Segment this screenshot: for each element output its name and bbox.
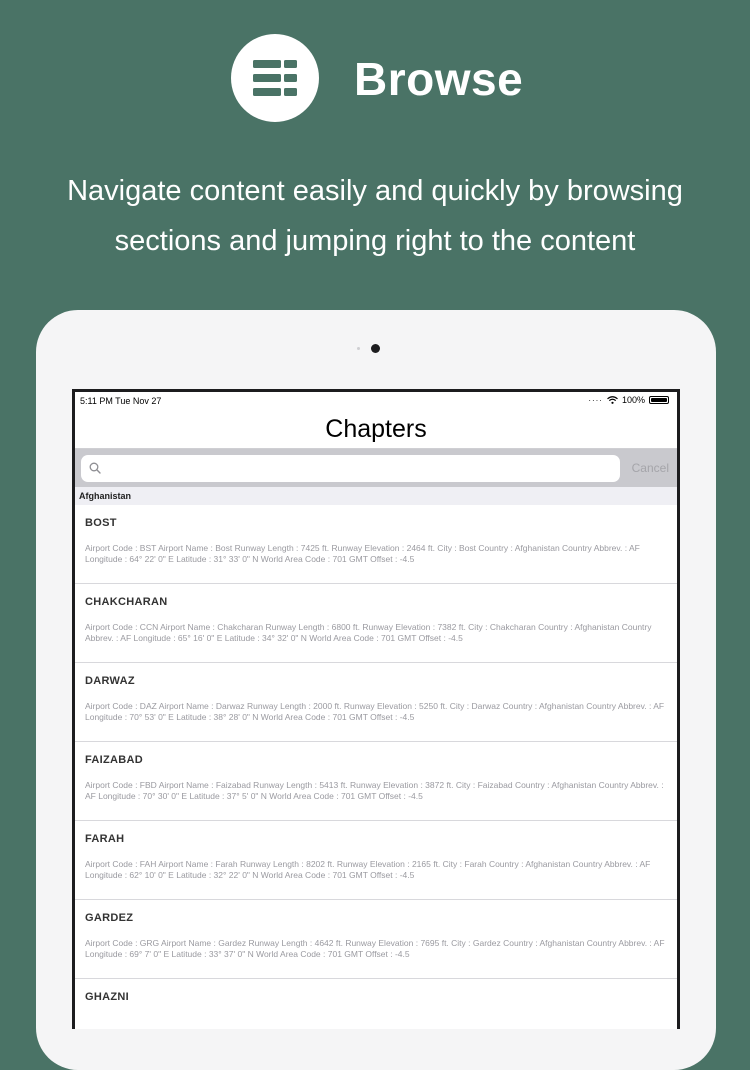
battery-icon: [649, 396, 669, 404]
search-bar: [75, 449, 677, 487]
list-item-title: GARDEZ: [85, 912, 134, 924]
cancel-button[interactable]: Cancel: [631, 461, 669, 475]
page-title: Chapters: [325, 415, 427, 443]
airport-list: [75, 505, 677, 1029]
list-item-detail: Airport Code : FBD Airport Name : Faizabad Runway Length : 5413 ft. Runway Elevation : 3872 ft. City : Faizabad Country : Afghanistan Country Abbrev. : AF Longitude : 70° 30' 0" E Latitude : 37° 5' 0" N World Area Code : 701 GMT Offset : -4.5: [85, 780, 664, 801]
list-item-detail: Airport Code : CCN Airport Name : Chakcharan Runway Length : 6800 ft. Runway Elevation : 7382 ft. City : Chakcharan Country : Afghanistan Country Abbrev. : AF Longitude : 65° 16' 0" E Latitude : 34° 32' 0" N World Area Code : 701 GMT Offset : -4.5: [85, 622, 652, 643]
list-item[interactable]: [75, 900, 677, 979]
hero-subtitle-line-2: sections and jumping right to the content: [114, 225, 636, 257]
list-item-title: FAIZABAD: [85, 754, 144, 766]
status-time-date: 5:11 PM Tue Nov 27: [80, 396, 162, 406]
list-item-detail: Airport Code : GRG Airport Name : Gardez Runway Length : 4642 ft. Runway Elevation : 7695 ft. City : Gardez Country : Afghanistan Country Abbrev. : AF Longitude : 69° 7' 0" E Latitude : 33° 37' 0" N World Area Code : 701 GMT Offset : -4.5: [85, 938, 665, 959]
list-item-detail: Airport Code : FAH Airport Name : Farah Runway Length : 8202 ft. Runway Elevation : 2165 ft. City : Farah Country : Afghanistan Country Abbrev. : AF Longitude : 62° 10' 0" E Latitude : 32° 22' 0" N World Area Code : 701 GMT Offset : -4.5: [85, 859, 651, 880]
list-item-title: GHAZNI: [85, 991, 129, 1003]
list-item-detail: Airport Code : BST Airport Name : Bost Runway Length : 7425 ft. Runway Elevation : 2464 ft. City : Bost Country : Afghanistan Country Abbrev. : AF Longitude : 64° 22' 0" E Latitude : 31° 33' 0" N World Area Code : 701 GMT Offset : -4.5: [85, 543, 640, 564]
search-icon: [89, 462, 101, 474]
search-input[interactable]: [105, 459, 614, 479]
list-item[interactable]: [75, 821, 677, 900]
browse-badge: [231, 34, 319, 122]
wifi-icon: [607, 396, 618, 404]
list-item[interactable]: [75, 663, 677, 742]
list-item-title: CHAKCHARAN: [85, 596, 168, 608]
list-item[interactable]: [75, 505, 677, 584]
list-item-title: FARAH: [85, 833, 125, 845]
hero-subtitle: [0, 166, 750, 266]
list-item-title: BOST: [85, 517, 117, 529]
hero-title: Browse: [354, 53, 524, 105]
list-item-title: DARWAZ: [85, 675, 135, 687]
status-bar: [75, 392, 677, 410]
battery-percent: 100%: [621, 395, 645, 405]
sensor-dot: [357, 347, 360, 350]
list-item-detail: Airport Code : DAZ Airport Name : Darwaz Runway Length : 2000 ft. Runway Elevation : 5250 ft. City : Darwaz Country : Afghanistan Country Abbrev. : AF Longitude : 70° 53' 0" E Latitude : 38° 28' 0" N World Area Code : 701 GMT Offset : -4.5: [85, 701, 665, 722]
tablet-screen: [72, 389, 680, 1029]
section-header: Afghanistan: [75, 487, 677, 505]
search-field[interactable]: [81, 455, 620, 482]
navigation-bar: [75, 410, 677, 449]
front-camera: [371, 344, 380, 353]
list-item[interactable]: [75, 584, 677, 663]
list-item[interactable]: [75, 742, 677, 821]
list-icon: [253, 60, 297, 96]
status-indicators: [588, 395, 669, 405]
hero-subtitle-line-1: Navigate content easily and quickly by browsing: [67, 175, 683, 207]
app-view: [75, 392, 677, 1029]
list-item[interactable]: [75, 979, 677, 1029]
signal-dots-icon: ····: [588, 395, 603, 405]
